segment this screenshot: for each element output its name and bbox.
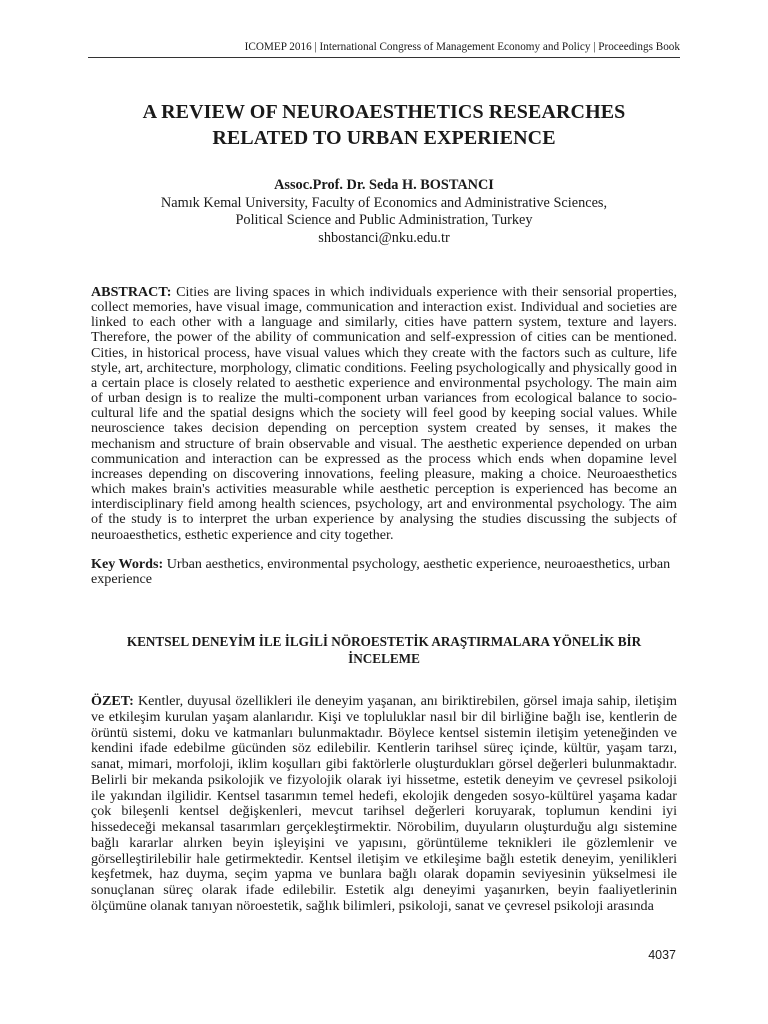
author-block bbox=[91, 177, 677, 247]
author-name: Assoc.Prof. Dr. Seda H. BOSTANCI bbox=[274, 177, 494, 193]
running-header-text: ICOMEP 2016 | International Congress of Management Economy and Policy | Proceedings Book bbox=[244, 41, 680, 53]
ozet bbox=[91, 694, 677, 915]
page-number: 4037 bbox=[648, 948, 676, 962]
author-email: shbostanci@nku.edu.tr bbox=[318, 229, 450, 246]
keywords-text: Urban aesthetics, environmental psychology, aesthetic experience, neuroaesthetics, urban experience bbox=[91, 555, 671, 587]
keywords-label: Key Words: bbox=[91, 555, 164, 572]
abstract-text: Cities are living spaces in which individuals experience with their sensorial properties, collect memories, have visual image, communication and interaction exist. Individual and societies are linked to each other with a language and similarly, cities have pattern system, texture and layers. Therefore, the power of the ability of communication and self-expression of cities can be mentioned. Cities, in historical process, have visual values which they create with the factors such as culture, life style, art, architecture, morphology, climatic conditions. Feeling psychologically and physically good in a certain place is closely related to aesthetic experience and environmental psychology. The main aim of urban design is to realize the multi-component urban variances from ecological balance to socio-cultural life and the spatial designs which the society will feel good by keeping social values. While neuroscience takes decision depending on perception system created by senses, it makes the mechanism and structure of brain observable and visual. The aesthetic experience depended on urban communication and interaction can be expressed as the process which ends when dopamine level increases depending on discovering innovations, feeling pleasure, making a choice. Neuroaesthetics which makes brain's activities measurable while aesthetic perception is experienced has become an interdisciplinary field among health sciences, psychology, art and environmental psychology. The aim of the study is to interpret the urban experience by analysing the studies discussing the subjects of neuroaesthetics, esthetic experience and city together. bbox=[91, 284, 678, 543]
turkish-title bbox=[91, 634, 677, 667]
turkish-title-line-1: KENTSEL DENEYİM İLE İLGİLİ NÖROESTETİK ARAŞTIRMALARA YÖNELİK BİR bbox=[126, 634, 642, 650]
abstract bbox=[91, 285, 677, 543]
running-header bbox=[88, 40, 680, 58]
page-content bbox=[91, 99, 677, 929]
affiliation-line-1: Namık Kemal University, Faculty of Economics and Administrative Sciences, bbox=[160, 194, 608, 211]
ozet-text: Kentler, duyusal özellikleri ile deneyim yaşanan, anı biriktirebilen, görsel imaja sahip, iletişim ve etkileşim kurulan yaşam alanlarıdır. Kişi ve topluluklar nasıl bir dil birliğine bağlı ise, kentlerin de örüntü sistemi, doku ve katmanları bulunmaktadır. Böylece kentsel sistemin iletişim yeteneğinden ve kendini ifade edebilme gücünden söz edilebilir. Kentlerin tarihsel süreç içinde, kültür, yaşam tarzı, sanat, mimari, morfoloji, iklim koşulları gibi faktörlerle oluşturdukları görsel değerleri bulunmaktadır. Belirli bir mekanda psikolojik ve fizyolojik olarak iyi hissetme, estetik deneyim ve çevresel psikoloji ile yakından ilgilidir. Kentsel tasarımın temel hedefi, ekolojik dengeden sosyo-kültürel yaşama kadar çok bileşenli kentsel değişkenleri, mevcut tarihsel değerleri koruyarak, toplumun kendini iyi hissedeceği mekansal tasarımları gerçekleştirmektir. Nörobilim, duyuların oluşturduğu algı sistemine bağlı kararlar alırken beyin işleyişini ve yapısını, görüntüleme teknikleri ile gözlemlenir ve görselleştirilebilir hale getirmektedir. Kentsel iletişim ve etkileşime bağlı estetik deneyim, yenilikleri keşfetmek, haz duyma, seçim yapma ve bunlara bağlı olarak dopamin seviyesinin yükselmesi ile sonuçlanan süreç olarak ifade edilebilir. Estetik algı deneyimi yaşanırken, beyin faaliyetlerinin ölçümüne olanak tanıyan nöroestetik, sağlık bilimleri, psikoloji, sanat ve çevresel psikoloji arasında bbox=[91, 693, 677, 914]
keywords bbox=[91, 557, 677, 587]
ozet-label: ÖZET: bbox=[91, 693, 134, 710]
turkish-title-line-2: İNCELEME bbox=[348, 650, 420, 666]
paper-title-line-1: A REVIEW OF NEUROAESTHETICS RESEARCHES bbox=[142, 101, 626, 123]
paper-title-line-2: RELATED TO URBAN EXPERIENCE bbox=[212, 127, 556, 149]
affiliation-line-2: Political Science and Public Administration, Turkey bbox=[235, 212, 533, 228]
abstract-label: ABSTRACT: bbox=[91, 284, 172, 300]
paper-title bbox=[91, 99, 677, 151]
